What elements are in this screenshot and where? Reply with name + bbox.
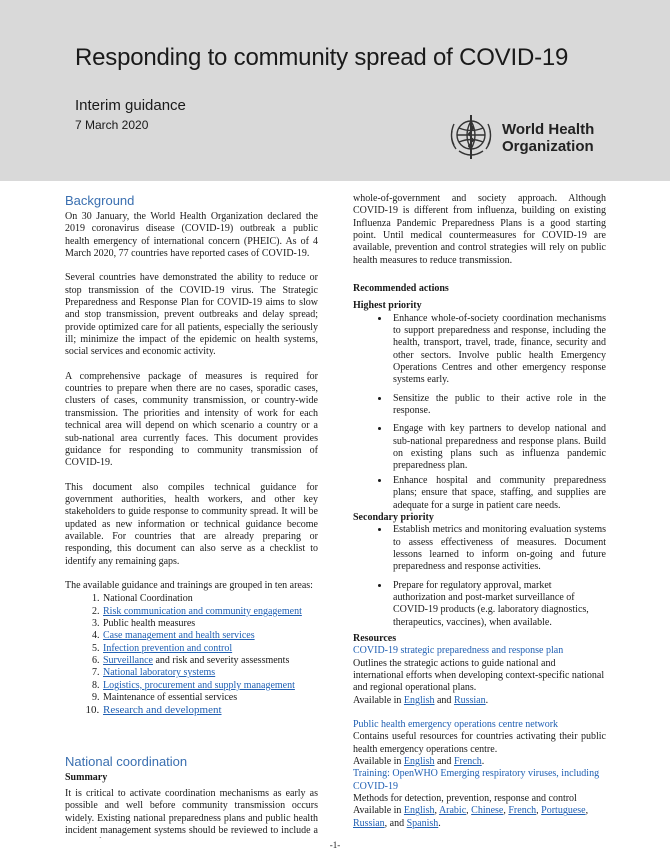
summary-continuation: whole-of-government and society approach. Although COVID-19 is different from influenza, building on existing Influenza Pandemic Preparedness Plans is a good starting point. Until medical countermeasures for COVID-19 are available, prevention and control strategies will rely on public health measures to reduce transmission.: [353, 193, 606, 266]
resources-label: Resources: [353, 632, 397, 644]
resource-desc-openwho-training: Methods for detection, prevention, response and control: [353, 793, 577, 805]
link-russian[interactable]: Russian: [353, 817, 385, 829]
background-paragraph-2: Several countries have demonstrated the ability to reduce or stop transmission of the COVID-19 virus. The Strategic Preparedness and Response Plan for COVID-19 aims to slow and stop transmission, prevent outbreaks and delay spread; provide optimized care for all patients, especially the seriously ill; minimize the impact of the epidemic on health systems, social services and economic activity.: [65, 272, 318, 358]
area-link-laboratory[interactable]: National laboratory systems: [103, 667, 216, 679]
resource-availability-eoc-network: Available in English and French.: [353, 756, 485, 768]
area-link-surveillance[interactable]: Surveillance: [103, 655, 153, 666]
background-paragraph-4: This document also compiles technical guidance for government authorities, health workers, and other key stakeholders to guide response to community spread. It will be updated as new information or technical guidance become available. For countries that are already preparing or responding, this document can also serve as a checklist to identify any remaining gaps.: [65, 481, 318, 567]
background-heading: Background: [65, 193, 135, 208]
highest-priority-list: [353, 313, 606, 512]
resource-desc-strategic-plan: Outlines the strategic actions to guide national and international efforts when developing context-specific national and regional operational plans.: [353, 657, 605, 694]
list-item: [102, 606, 318, 618]
highest-priority-label: Highest priority: [353, 300, 422, 312]
area-link-risk-communication[interactable]: Risk communication and community engagement: [103, 605, 302, 617]
who-name: World Health Organization: [502, 121, 595, 155]
left-column: [65, 193, 318, 838]
background-paragraph-3: A comprehensive package of measures is required for countries to prepare when there are no cases, sporadic cases, clusters of cases, community transmission, or country-wide transmission. The priorities and intensity of work for each technical area will depend on which scenario a country or a sub-national area currently faces. This document provides guidance for responding to community transmission of COVID-19.: [65, 370, 318, 469]
link-french[interactable]: French: [453, 756, 482, 768]
area-link-research[interactable]: Research and development: [103, 704, 222, 717]
resource-title-openwho-training[interactable]: Training: OpenWHO Emerging respiratory viruses, including COVID-19: [353, 768, 600, 792]
page-number: -1-: [329, 840, 341, 850]
link-english[interactable]: English: [403, 694, 435, 706]
list-item: [102, 680, 318, 692]
link-arabic[interactable]: Arabic: [438, 805, 467, 817]
link-portuguese[interactable]: Portuguese: [541, 805, 586, 817]
list-item: [102, 704, 318, 716]
link-english[interactable]: English: [403, 805, 435, 817]
area-link-logistics[interactable]: Logistics, procurement and supply management: [103, 679, 295, 691]
national-coordination-heading: National coordination: [65, 753, 188, 769]
area-link-case-management[interactable]: Case management and health services: [103, 630, 255, 642]
background-paragraph-5: The available guidance and trainings are grouped in ten areas:: [65, 579, 313, 591]
area-link-infection-prevention[interactable]: Infection prevention and control: [103, 642, 233, 654]
document-title: Responding to community spread of COVID-19: [75, 44, 569, 71]
guidance-areas-list: [65, 593, 318, 716]
list-item: [102, 643, 318, 655]
list-item: • Establish metrics and monitoring evaluation systems to assess effectiveness of measures. Document lessons learned to inform on-going and future preparedness and response activities.: [390, 524, 606, 573]
list-item: • Prepare for regulatory approval, market authorization and post-market surveillance of COVID-19 products (e.g. laboratory diagnostics, therapeutics, vaccines), when available.: [390, 580, 606, 629]
document-date: 7 March 2020: [75, 118, 149, 132]
list-item: 6. Surveillance and risk and severity assessments: [102, 655, 318, 667]
national-summary-paragraph: It is critical to activate coordination mechanisms as early as possible and well before community transmission occurs widely. Existing national preparedness plans and public health incident management systems should be reviewed to include a: [65, 788, 318, 837]
who-logo: [445, 111, 605, 169]
resource-availability-openwho-training: Available in English, Arabic, Chinese, French, Portuguese, Russian, and Spanish.: [353, 805, 589, 829]
list-item: 9. Maintenance of essential services: [102, 692, 318, 704]
list-item: • Engage with key partners to develop national and sub-national preparedness and response plans. Build on existing plans such as influenza pandemic preparedness plan.: [390, 423, 606, 472]
list-item: [102, 667, 318, 679]
list-item: • Enhance whole-of-society coordination mechanisms to support preparedness and response, including the health, transport, travel, trade, finance, security and other sectors. Involve public health Emergency Operations Centres and other emergency response systems early.: [390, 313, 606, 387]
recommended-actions-label: Recommended actions: [353, 283, 449, 294]
list-item: • Enhance hospital and community preparedness plans; ensure that space, staffing, and supplies are adequate for a surge in patient care needs.: [390, 475, 606, 512]
link-french[interactable]: French: [508, 805, 537, 817]
resource-desc-eoc-network: Contains useful resources for countries activating their public health emergency operations centre.: [353, 731, 606, 755]
summary-label: Summary: [65, 771, 108, 783]
list-item: • Sensitize the public to their active role in the response.: [390, 393, 606, 418]
link-spanish[interactable]: Spanish: [406, 817, 439, 829]
resource-title-eoc-network[interactable]: Public health emergency operations centre network: [353, 719, 559, 730]
document-subtitle: Interim guidance: [75, 97, 186, 114]
secondary-priority-list: [353, 524, 606, 629]
background-paragraph-1: On 30 January, the World Health Organization declared the 2019 coronavirus disease (COVID-19) outbreak a public health emergency of international concern (PHEIC). As of 4 March 2020, 77 countries have reported cases of COVID-19.: [65, 211, 318, 260]
list-item: 1. National Coordination: [102, 593, 318, 605]
link-chinese[interactable]: Chinese: [471, 805, 504, 817]
resource-availability-strategic-plan: Available in English and Russian.: [353, 694, 489, 706]
link-english[interactable]: English: [403, 756, 435, 768]
who-emblem-icon: [445, 111, 497, 163]
link-russian[interactable]: Russian: [453, 694, 486, 706]
right-column: [353, 193, 606, 830]
resource-title-strategic-plan[interactable]: COVID-19 strategic preparedness and response plan: [353, 645, 564, 657]
secondary-priority-label: Secondary priority: [353, 511, 434, 523]
header-band: [0, 0, 670, 181]
list-item: 3. Public health measures: [102, 618, 318, 630]
list-item: [102, 630, 318, 642]
